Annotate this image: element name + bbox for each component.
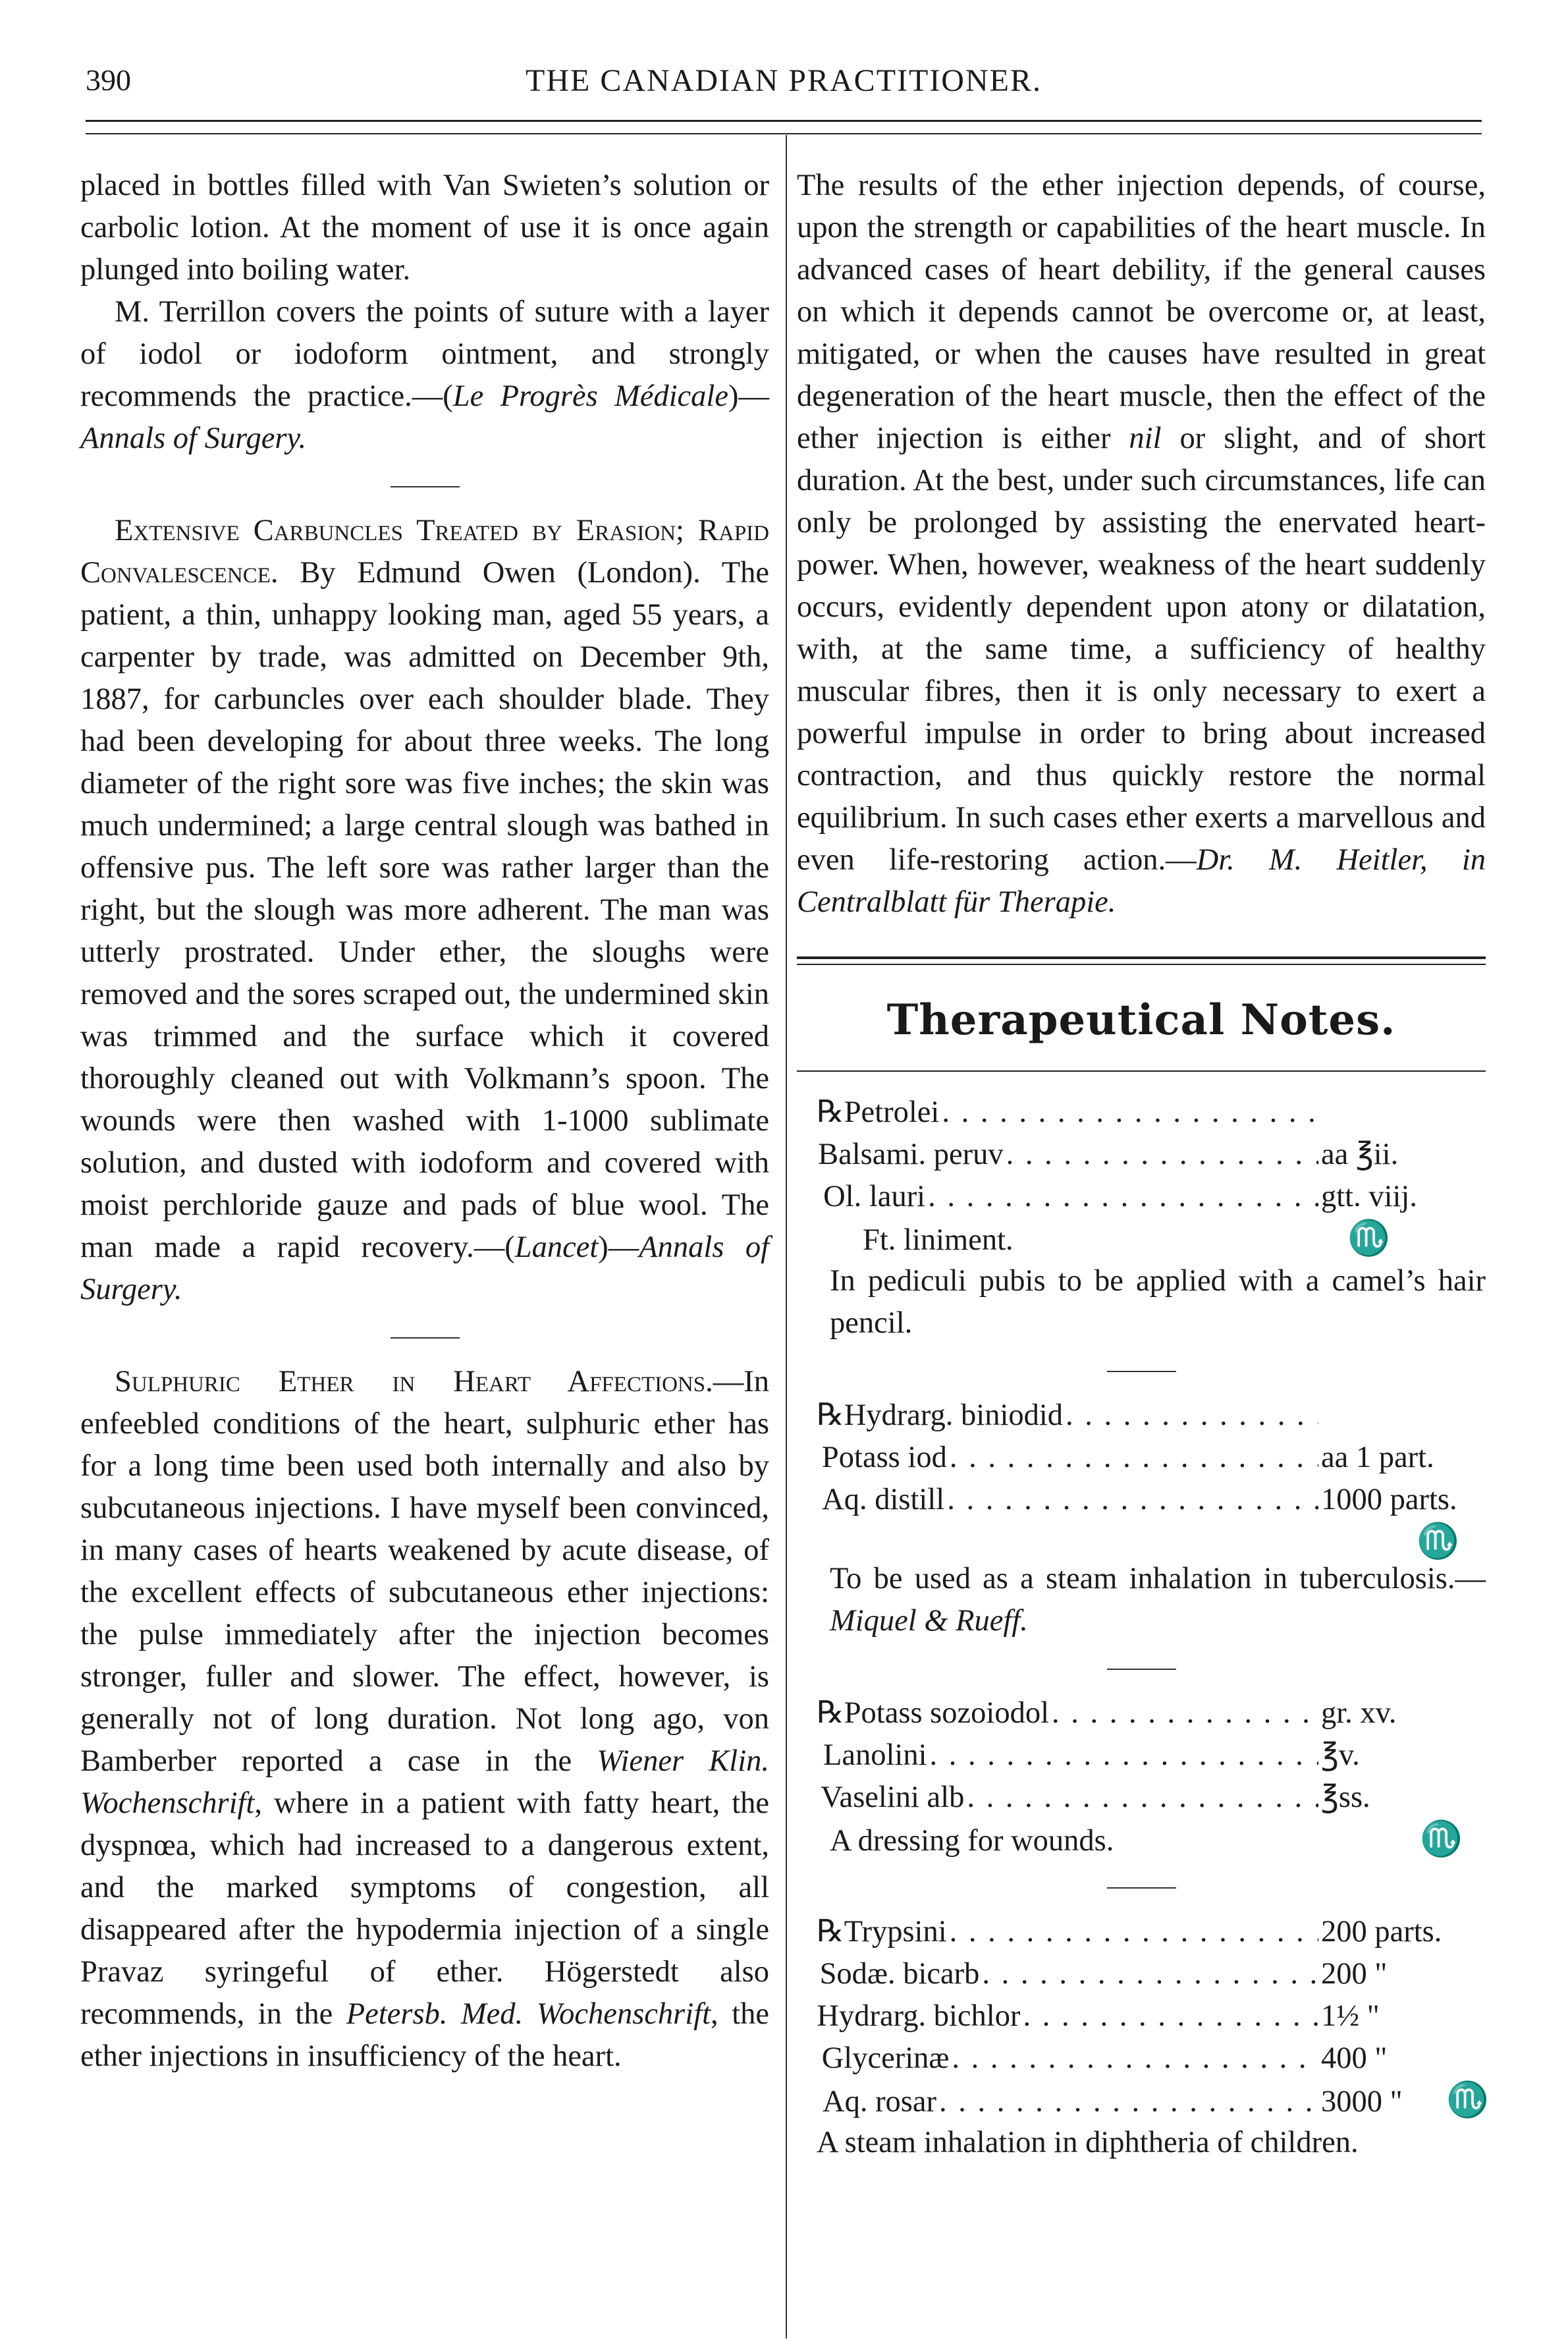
paragraph-van-swieten: placed in bottles filled with Van Swieten’s solution or carbolic lotion. At the moment of use it is once again plunged into boiling water.: [80, 169, 769, 287]
column-divider: [786, 135, 787, 2338]
prescription-4: [797, 1911, 1489, 2164]
rx-symbol: ℞: [817, 1398, 844, 1432]
source-annals: Annals of Surgery.: [80, 422, 307, 455]
source-heitler: Dr. M. Heitler, in Centralblatt für Therapie.: [797, 843, 1486, 919]
m-sign: ♏: [1417, 1523, 1459, 1561]
article-carbuncles: Extensive Carbuncles Treated by Erasion; Rapid Convalescence. By Edmund Owen (London). The patient, a thin, unhappy looking man, aged 55 years, a carpenter by trade, was admitted on December 9th, 1887, for carbuncles over each shoulder blade. They had been developing for about three weeks. The long diameter of the right sore was five inches; the skin was much undermined; a large central slough was bathed in offensive pus. The left sore was rather larger than the right, but the slough was more adherent. The man was utterly prostrated. Under ether, the sloughs were removed and the sores scraped out, the undermined skin was trimmed and the surface which it covered thoroughly cleaned out with Volkmann’s spoon. The wounds were then washed with 1-1000 sublimate solution, and dusted with iodoform and covered with moist perchloride gauze and pads of blue wool. The man made a rapid recovery.—(Lancet)—Annals of Surgery.: [80, 514, 769, 1306]
section-divider: [391, 1337, 460, 1339]
rx-symbol: ℞: [817, 1095, 844, 1129]
rx-line: Aq. rosar . . . 3000 " ♏: [797, 2080, 1486, 2122]
source-le-progres: Le Progrès Médicale: [452, 379, 728, 413]
m-sign: ♏: [1347, 1220, 1390, 1258]
journal-title: THE CANADIAN PRACTITIONER.: [526, 63, 1042, 98]
header-rule-bottom: [86, 133, 1482, 134]
rx-line: [797, 1819, 1486, 1861]
source-annals: Annals of Surgery.: [80, 1231, 769, 1306]
section-divider: [1107, 1887, 1176, 1889]
section-divider: [391, 486, 460, 487]
article-title-ether: Sulphuric Ether in Heart Affections.: [115, 1365, 713, 1398]
rx-symbol: ℞: [817, 1696, 844, 1730]
article-title-carbuncles: Extensive Carbuncles Treated by Erasion; Rapid Convalescence.: [80, 514, 769, 590]
m-sign: ♏: [1446, 2082, 1489, 2119]
prescription-1: [797, 1092, 1486, 1344]
rx-line: Hydrarg. bichlor . . . 1½ ": [797, 1995, 1486, 2037]
paragraph-terrillon: M. Terrillon covers the points of suture with a layer of iodol or iodoform ointment, and strongly recommends the practice.—(Le Progrès Médicale)—Annals of Surgery.: [80, 295, 769, 455]
rx-line: Ol. lauri . . . gtt. viij.: [797, 1176, 1486, 1218]
running-head: [86, 63, 1482, 115]
rx-line: Ft. liniment. ♏: [797, 1218, 1486, 1260]
prescription-note: A steam inhalation in diphtheria of children.: [817, 2126, 1359, 2159]
prescription-3: [797, 1692, 1486, 1861]
prescription-note: A dressing for wounds.: [830, 1824, 1114, 1858]
rx-line: ℞ Hydrarg. biniodid . . .: [797, 1395, 1486, 1437]
rx-line: Balsami. peruv . . . aa ℥ii.: [797, 1134, 1486, 1176]
rx-line: ℞ Trypsini . . . 200 parts.: [797, 1911, 1486, 1953]
journal-petersb-med: Petersb. Med. Wochenschrift: [346, 1997, 711, 2031]
source-miquel-rueff: Miquel & Rueff.: [830, 1604, 1028, 1638]
section-heading-therapeutical-notes: Therapeutical Notes.: [886, 995, 1396, 1045]
rx-line: Vaselini alb . . . ℥ss.: [797, 1777, 1486, 1819]
section-divider: [1107, 1669, 1176, 1670]
prescription-note: In pediculi pubis to be applied with a camel’s hair pencil.: [830, 1264, 1486, 1340]
prescription-2: [797, 1395, 1486, 1642]
journal-wiener-klin: Wiener Klin. Wochenschrift: [80, 1744, 769, 1820]
section-divider: [1107, 1371, 1176, 1372]
right-column: [797, 165, 1489, 2164]
rx-symbol: ℞: [817, 1915, 844, 1949]
prescription-note: To be used as a steam inhalation in tuberculosis.—Miquel & Rueff.: [830, 1562, 1486, 1638]
header-rule-top: [86, 120, 1482, 122]
source-lancet: Lancet: [514, 1231, 599, 1264]
m-sign: ♏: [1420, 1821, 1463, 1858]
article-sulphuric-ether: Sulphuric Ether in Heart Affections.—In enfeebled conditions of the heart, sulphuric ether has for a long time been used both internally and also by subcutaneous injections. I have myself been convinced, in many cases of hearts weakened by acute disease, of the excellent effects of subcutaneous ether injections: the pulse immediately after the injection becomes stronger, fuller and slower. The effect, however, is generally not of long duration. Not long ago, von Bamberber reported a case in the Wiener Klin. Wochenschrift, where in a patient with fatty heart, the dyspnœa, which had increased to a dangerous extent, and the marked symptoms of congestion, all disappeared after the hypodermia injection of a single Pravaz syringeful of ether. Högerstedt also recommends, in the Petersb. Med. Wochenschrift, the ether injections in insufficiency of the heart.: [80, 1365, 769, 2073]
rx-line: ℞ Petrolei . . .: [797, 1092, 1486, 1134]
rx-line: Potass iod . . . aa 1 part.: [797, 1437, 1486, 1479]
rx-line: ℞ Potass sozoiodol . . . gr. xv.: [797, 1692, 1486, 1734]
section-rule-under-heading: [797, 1070, 1486, 1072]
left-column: [80, 165, 769, 2078]
paragraph-ether-results: The results of the ether injection depends, of course, upon the strength or capabilities of the heart muscle. In advanced cases of heart debility, if the general causes on which it depends cannot be overcome or, at least, mitigated, or when the causes have resulted in great degeneration of the heart muscle, then the effect of the ether injection is either nil or slight, and of short duration. At the best, under such circumstances, life can only be prolonged by assisting the enervated heart-power. When, however, weakness of the heart suddenly occurs, evidently dependent upon atony or dilatation, with, at the same time, a sufficiency of healthy muscular fibres, then it is only necessary to exert a powerful impulse in order to bring about increased contraction, and thus quickly restore the normal equilibrium. In such cases ether exerts a marvellous and even life-restoring action.—Dr. M. Heitler, in Centralblatt für Therapie.: [797, 169, 1486, 919]
rx-line: Sodæ. bicarb . . . 200 ": [797, 1953, 1486, 1995]
rx-line: Lanolini . . . ℥v.: [797, 1734, 1486, 1777]
rx-line: Glycerinæ . . . 400 ": [797, 2037, 1486, 2080]
section-rule-bottom: [797, 964, 1486, 965]
rx-line: Aq. distill . . . 1000 parts.: [797, 1479, 1486, 1521]
section-rule-top: [797, 956, 1486, 959]
page-number: 390: [86, 63, 131, 97]
